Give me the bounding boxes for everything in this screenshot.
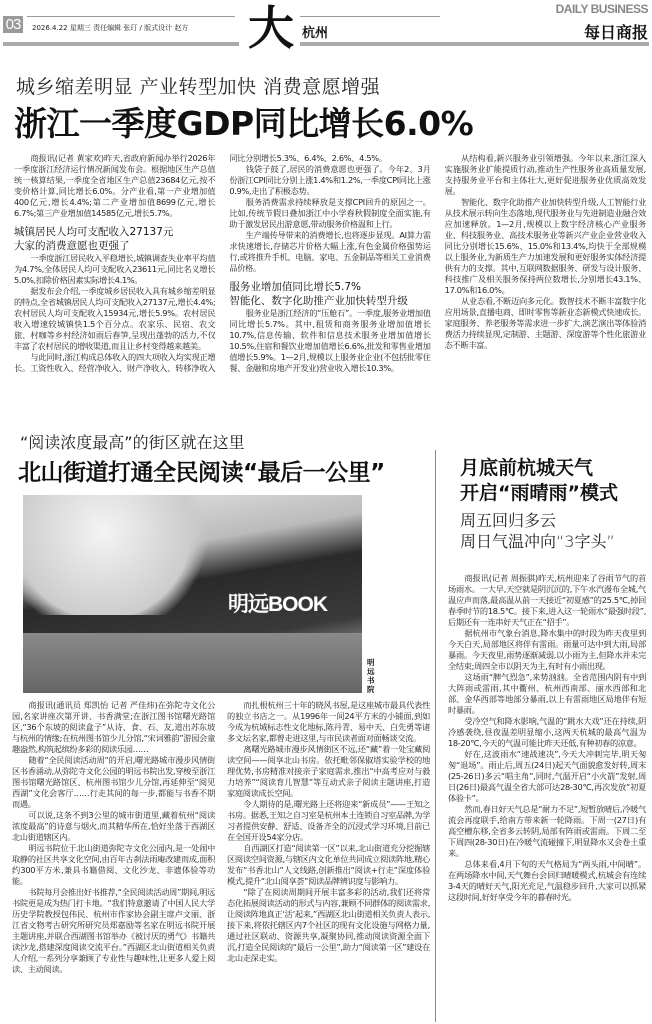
weather-headline	[460, 456, 618, 506]
subheading: 服务业增加值同比增长5.7%	[229, 281, 362, 293]
page-number: 03	[3, 16, 23, 33]
paragraph: 服务消费需求持续释放是支撑CPI回升的原因之一。比如,传统节假日叠加浙江中小学春秋假制度全面实施,有助于激发居民出游意愿,带动服务价格温和上行。	[229, 197, 431, 229]
header-rule	[27, 16, 235, 17]
brand-logo: 每日商报	[583, 23, 648, 42]
library-kicker: “阅读浓度最高”的街区就在这里	[20, 433, 245, 452]
paragraph: 从结构看,新兴服务业引领增强。今年以来,浙江深入实施服务业扩能提质行动,推动生产性服务业高质量发展,支持服务业平台和主体壮大,更好促进服务业优质高效发展。	[444, 153, 646, 196]
paragraph: 商报讯(记者 黄家欢)昨天,省政府新闻办举行2026年一季度浙江经济运行情况新闻发布会。根据地区生产总值统一核算结果,一季度全省地区生产总值23684亿元,按不变价格计算,同比增长6.0%。分产业看,第一产业增加值400亿元,增长4.4%;第二产业增加值8699亿元,增长6.7%;第三产业增加值14585亿元,增长5.7%。	[14, 153, 216, 218]
weather-headline-line: 开启“雨晴雨”模式	[460, 482, 618, 504]
section-logo-glyph: 大	[248, 1, 294, 55]
gdp-kicker: 城乡缩差明显 产业转型加快 消费意愿增强	[16, 76, 381, 98]
paragraph: 总体来看,4月下旬的天气格局为“两头雨,中间晴”。在两场降水中间,天气舞台会回归晴暖模式,杭城会有连续3-4天的晴好天气,阳光充足,气温稳步回升,大家可以抓紧这段时间,好好享受今年的暮春时光。	[448, 859, 646, 902]
library-headline: 北山街道打通全民阅读“最后一公里”	[18, 460, 385, 486]
weather-subheadline-line: 周日气温冲向“3字头”	[460, 532, 615, 551]
paragraph: 钱袋子鼓了,居民的消费意愿也更强了。今年2、3月份浙江CPI同比分别上涨1.4%和1.2%,一季度CPI同比上涨0.9%,走出了积极态势。	[229, 164, 431, 196]
library-article-body	[12, 700, 430, 975]
gdp-headline: 浙江一季度GDP同比增长6.0%	[14, 104, 474, 143]
paragraph: 随着“全民阅读活动周”的开启,曙光路城市漫步风情街区书香涌动,从弥陀寺文化公园的明远书院出发,穿梭至浙江图书馆曙光路馆区、杭州图书馆少儿分馆,再延伸至“阅见西湖”文化会客厅……行走其间的每一步,都能与书香不期而遇。	[12, 755, 215, 809]
paragraph: 书院每月会推出好书推荐,“全民阅读活动周”期间,明远书院更是成为热门打卡地。“我们特意邀请了中国人民大学历史学院教授包伟民、杭州市作家协会副主席卢文丽、浙江省文物考古研究所研究员郑嘉励等名家在明远书院开展主题讲座,并联合西湖图书馆举办《被讨厌的勇气》书籍共读沙龙,搭建深度阅读交流平台。”西湖区北山街道相关负责人介绍,一系列分享兼顾了专业性与趣味性,让更多人爱上阅读、主动阅读。	[12, 887, 215, 974]
weather-subheadline-line: 周五回归多云	[460, 511, 557, 530]
paragraph: 商报讯(记者 周振骐)昨天,杭州迎来了谷雨节气的首场雨水。一大早,天空就是阴沉沉的,下午水汽漫布全城,气温应声而落,最高温从前一天接近“初夏感”的25.5℃,掉回春季时节的18.5℃。接下来,进入这一轮雨水“最强时段”,后期还有一连串好天气正在“招手”。	[448, 573, 646, 627]
paragraph: 智能化、数字化助推产业加快转型升级,人工智能行业从技术展示转向生态落地,现代服务业与先进制造业融合效应加速释放。1—2月,规模以上数字经济核心产业服务业、科技服务业、高技术服务业等新兴产业企业营业收入同比分别增长15.6%、15.0%和13.4%,均快于全部规模以上服务业,为新质生产力加速发展和更好服务实体经济提供有力的支撑。其中,互联网数据服务、研发与设计服务、科技推广及相关服务保持两位数增长,分别增长43.1%、17.0%和16.0%。	[444, 197, 646, 295]
paragraph: 自西湖区打造“阅读第一区”以来,北山街道充分挖掘辖区阅读空间资源,与辖区内文化单位共同成立阅读阵地,精心发布“书香北山”人文线路,创新推出“阅读+行走”深度体验模式,提升“北山阅享荟”阅读品牌辨识度与影响力。	[227, 843, 430, 886]
paragraph: 离曙光路城市漫步风情街区不远,还“藏”着一处宝藏阅读空间——阅享北山书房。依托毗邻保俶塔实验学校的地理优势,书房精准对接亲子家庭需求,推出“中高考应对与毅力培养”“阅读育儿智慧”等互动式亲子阅读主题讲座,打造家庭阅读成长空间。	[227, 744, 430, 798]
photo-caption: 明远书院	[367, 658, 375, 694]
header-rule	[300, 16, 440, 17]
paragraph: “除了在阅读周期间开展丰富多彩的活动,我们还将常态化拓展阅读活动的形式与内容,兼顾不同群体的阅读需求,让阅读阵地真正‘活’起来,”西湖区北山街道相关负责人表示,接下来,将依托辖区内7个社区的现有文化设施与网格力量,通过社区联动、资源共享,凝聚协同,推动阅读资源全面下沉,打造全民阅读的“最后一公里”,助力“阅读第一区”建设在北山走深走实。	[227, 887, 430, 963]
photo-ground	[23, 633, 362, 693]
subheading: 智能化、数字化助推产业加快转型升级	[229, 295, 408, 307]
weather-article-body	[448, 573, 646, 903]
paragraph: 与此同时,浙江构成总体收入的四大项收入均实现正增长。工资性收入、经营净收入、财产净收入、转移净收入同比分别增长5.3%、6.4%、2.6%、4.5%。	[14, 153, 387, 373]
paragraph: 明远书院位于北山街道弥陀寺文化公园内,是一处闹中取静的社区共享文化空间,由百年古刹法雨庵改建而成,面积约300平方米,兼具书籍借阅、文化沙龙、非遗体验等功能。	[12, 843, 215, 886]
weather-subheadline	[460, 510, 615, 552]
subheading: 大家的消费意愿也更强了	[14, 240, 130, 252]
paragraph: 这场雨“脾气烈急”,来势汹汹。全省范围内阴有中到大阵雨或雷雨,其中衢州、杭州西南部、丽水西部和北部、金华西部等地部分暴雨,以上有雷雨地区局地伴有短时暴雨。	[448, 672, 646, 715]
paragraph: 服务业是浙江经济的“压舱石”。一季度,服务业增加值同比增长5.7%。其中,租赁和商务服务业增加值增长10.7%,信息传输、软件和信息技术服务业增加值增长10.5%,住宿和餐饮业增加值增长6.6%,批发和零售业增加值增长5.9%。1—2月,规模以上服务业企业(不包括批零住餐、金融和房地产开发业)营业收入增长10.3%。	[229, 308, 431, 373]
photo-sign: 明远BOOK	[228, 593, 327, 616]
paragraph: 一季度浙江居民收入平稳增长,城镇调查失业率平均值为4.7%,全体居民人均可支配收入23611元,同比名义增长5.0%,扣除价格因素实际增长4.1%。	[14, 253, 216, 285]
paragraph: 商报讯(通讯员 郑凯怡 记者 严佳炜)在弥陀寺文化公园,名家讲座次第开讲、书香满堂;在浙江图书馆曙光路馆区,“36个东坡的阅读盒子”从诗、食、石、友,道出苏东坡与杭州的情缘;在杭州图书馆少儿分馆,“宋词雅韵”游园会童趣盎然,构筑起缤纷多彩的阅读乐园……	[12, 700, 215, 754]
paragraph: 据发布会介绍,一季度城乡居民收入具有城乡缩差明显的特点,全省城镇居民人均可支配收入27137元,增长4.4%;农村居民人均可支配收入15934元,增长5.9%。农村居民收入增速较城镇快1.5个百分点。农家乐、民宿、农文旅、村咖等乡村经济如雨后春笋,呈现出蓬勃的活力,不仅丰富了农村居民的增收渠道,而且让乡村变得越来越美。	[14, 286, 216, 351]
subheading: 城镇居民人均可支配收入27137元	[14, 226, 174, 238]
paragraph: 受冷空气和降水影响,气温的“跳水大戏”还在持续,阴冷感袭绕,昼夜温差明显缩小,这两天杭城的最高气温为18-20℃,今天的气温可能比昨天还低,有种初春的凉意。	[448, 716, 646, 748]
paragraph: 而扎根杭州三十年的晓风书屋,是这座城市最具代表性的独立书店之一。从1996年一间24平方米的小铺面,到如今成为杭城标志性文化地标,陈丹青、易中天、白先勇等诸多文坛名家,都曾走进这里,与市民读者面对面畅谈交流。	[227, 700, 430, 743]
bookstore-photo	[23, 495, 362, 693]
section-name: 杭州	[302, 26, 329, 41]
column-divider	[435, 450, 436, 1022]
paragraph: 可以说,这条不到3公里的城市街道里,藏着杭州“阅读浓度最高”的诗意与烟火,而其精华所在,恰好坐落于西湖区北山街道辖区内。	[12, 810, 215, 842]
paragraph: 生产端传导带来的消费增长,也将逐步显现。AI算力需求快速增长,存储芯片价格大幅上涨,有色金属价格强势运行,或将推升手机、电脑、家电、五金制品等相关工业消费品价格。	[229, 230, 431, 273]
gdp-article-body	[14, 153, 646, 374]
paragraph: 好在,这波雨水“速战速决”,今天大冲刺完毕,明天匆匆“退场”。雨止后,周五(24日)起天气面貌愈发好转,周末(25-26日)多云“唱主角”,同时,气温开启“小火箭”发射,周日(26日)最高气温全省大部可达28-30℃,再次发放“初夏体验卡”。	[448, 749, 646, 803]
brand-english: DAILY BUSINESS	[555, 2, 648, 16]
header-rule	[3, 42, 239, 46]
paragraph: 据杭州市气象台消息,降水集中的时段为昨天夜里到今天白天,局部地区将伴有雷雨。雨量可达中到大雨,局部暴雨。今天夜里,雨势逐渐减弱,以小雨为主,但降水并未完全结束;周四全市以阴天为主,有时有小雨出现。	[448, 628, 646, 671]
paragraph: 然而,春日好天气总是“耐力不足”,短暂放晴后,冷暖气流会再度联手,给南方带来新一轮降雨。下周一(27日)有高空槽东移,全省多云转阴,局部有阵雨或雷雨。下周二至下周四(28-30日)在冷暖气流碰撞下,明显降水又会卷土重来。	[448, 804, 646, 858]
dateline: 2026.4.22 星期三 责任编辑 张玎 / 版式设计 赵方	[32, 24, 189, 32]
photo-foliage	[23, 495, 223, 615]
weather-headline-line: 月底前杭城天气	[460, 457, 594, 479]
paragraph: 从业态看,不断迈向多元化。数智技术不断丰富数字化应用场景,直播电商、即时零售等新业态新模式快速成长。家庭服务、养老服务等需求进一步扩大,演艺演出等体验消费活力持续显现,定制游、主题游、深度游等个性化旅游业态不断丰富。	[444, 296, 646, 350]
paragraph: 令人期待的是,曙光路上还将迎来“新成员”——王知之书房。据悉,王知之自习室是杭州本土连锁自习室品牌,为学习者提供安静、舒适、设备齐全的沉浸式学习环境,目前已在全国开设54家分店。	[227, 799, 430, 842]
